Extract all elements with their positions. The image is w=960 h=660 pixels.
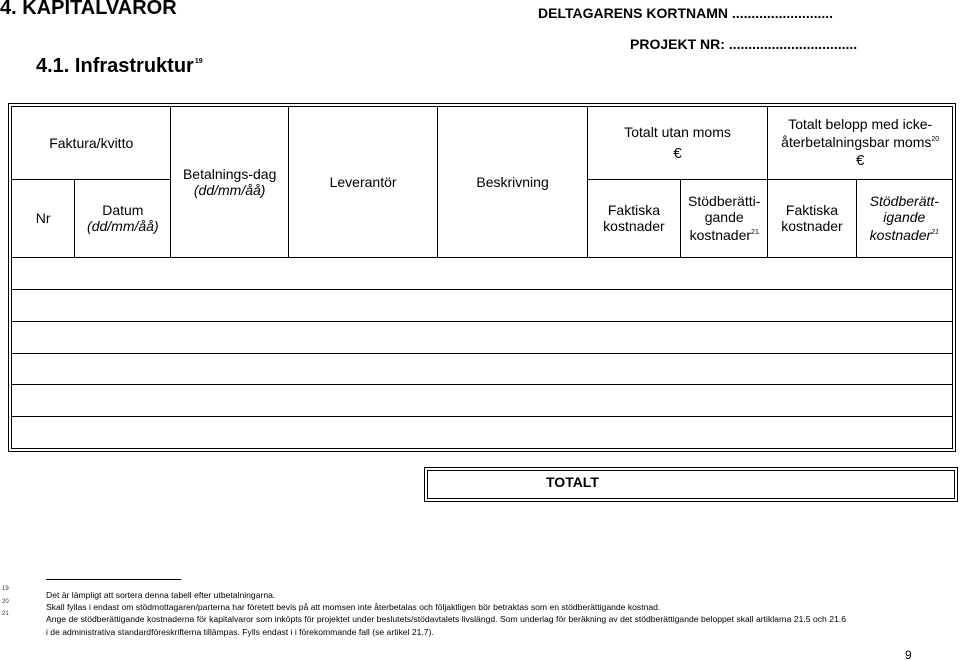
page-number: 9 <box>905 648 912 660</box>
total-excl-vat-label: Totalt utan moms <box>624 123 731 140</box>
table-row <box>12 417 953 449</box>
total-box <box>424 467 958 502</box>
supplier-header: Leverantör <box>288 107 437 258</box>
footnote-number-19: 19 <box>2 586 9 592</box>
table-row-cell[interactable] <box>12 353 953 385</box>
total-excl-vat-header <box>587 107 768 180</box>
table-row-cell[interactable] <box>12 290 953 322</box>
actual-costs-header <box>587 179 680 258</box>
eligible-vat-footnote-ref: 21 <box>931 229 939 237</box>
eligible-footnote-ref: 21 <box>751 229 759 237</box>
participant-shortname: DELTAGARENS KORTNAMN .......................... <box>538 5 834 21</box>
table-row <box>12 385 953 417</box>
date-format: (dd/mm/åå) <box>87 218 159 235</box>
actual-costs-line1: Faktiska <box>607 202 660 219</box>
footnote-20: Skall fyllas i endast om stödmottagaren/parterna har företett bevis på att momsen inte återbetalas och följaktligen bör betraktas som en stödberättigande kostnad. <box>46 602 661 613</box>
total-incl-vat-header <box>768 107 953 180</box>
actual-costs-vat-line1: Faktiska <box>785 202 839 219</box>
euro-icon: € <box>673 144 682 162</box>
eligible-costs-header <box>681 179 768 258</box>
actual-costs-vat-header <box>768 179 856 258</box>
capital-goods-table <box>8 103 956 452</box>
table-row-cell[interactable] <box>12 385 953 417</box>
total-label: TOTALT <box>546 474 599 490</box>
euro-icon: € <box>856 152 865 170</box>
nr-header: Nr <box>12 179 75 258</box>
table-row <box>12 353 953 385</box>
eligible-vat-line3: kostnader$^{21}$ <box>869 227 939 244</box>
actual-costs-line2: kostnader <box>603 218 665 235</box>
eligible-line3: kostnader$^{21}$ <box>689 227 759 244</box>
actual-costs-vat-line2: kostnader <box>781 218 843 235</box>
total-incl-vat-label: Totalt belopp med icke-återbetalningsbar moms$^{20}$ <box>781 116 940 151</box>
table-row-cell[interactable] <box>12 258 953 290</box>
footnote-number-20: 20 <box>2 599 9 605</box>
table-row <box>12 321 953 353</box>
table-row <box>12 290 953 322</box>
payment-day-header <box>171 107 288 258</box>
footnote-number-21: 21 <box>2 611 9 617</box>
project-number: PROJEKT NR: ................................. <box>630 36 858 52</box>
payment-day-label: Betalnings-dag <box>182 166 277 183</box>
table-row-cell[interactable] <box>12 417 953 449</box>
vat-footnote-ref: 20 <box>931 136 940 144</box>
date-label: Datum <box>102 202 144 219</box>
invoice-header: Faktura/kvitto <box>12 107 171 180</box>
footnote-separator <box>46 579 181 580</box>
eligible-line2: gande <box>704 209 744 226</box>
section-title: 4. KAPITALVAROR <box>0 0 177 19</box>
eligible-vat-line2: igande <box>883 209 926 226</box>
footnote-21: Ange de stödberättigande kostnaderna för kapitalvaror som inköpts för projektet under beslutets/stödavtalets livslängd. Som underlag för beräkning av det stödberättigande beloppet skall artiklarna 21.5 och 21.6 i de administrativa standardföreskrifterna tillämpas. Fylls endast i i förekommande fall (se artikel 21.7). <box>46 614 846 637</box>
footnote-19: Det är lämpligt att sortera denna tabell efter utbetalningarna. <box>46 590 276 600</box>
total-box-inner <box>427 470 955 499</box>
description-header: Beskrivning <box>438 107 587 258</box>
table-body <box>12 258 953 449</box>
date-header <box>75 179 171 258</box>
subsection-footnote-ref: 19 <box>194 58 203 65</box>
eligible-line1: Stödberätti- <box>688 193 761 210</box>
capital-goods-grid <box>11 106 953 449</box>
header-row-top <box>12 107 953 180</box>
subsection-title <box>36 55 203 78</box>
eligible-vat-line1: Stödberätt- <box>869 193 939 210</box>
footnotes <box>46 589 846 638</box>
table-row <box>12 258 953 290</box>
payment-day-format: (dd/mm/åå) <box>193 182 266 199</box>
subsection-title-text: 4.1. Infrastruktur <box>36 55 194 77</box>
eligible-costs-vat-header <box>856 179 952 258</box>
table-row-cell[interactable] <box>12 321 953 353</box>
